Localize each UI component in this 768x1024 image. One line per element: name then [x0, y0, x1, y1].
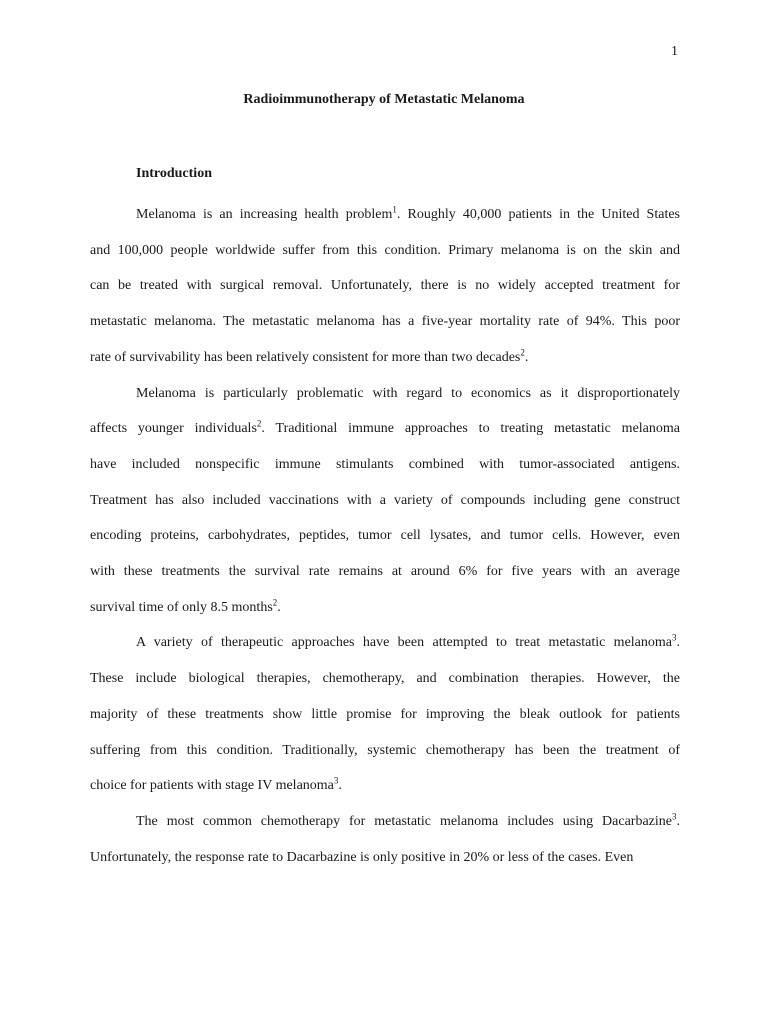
document-title: Radioimmunotherapy of Metastatic Melanoma	[243, 92, 525, 107]
text-line: Melanoma is an increasing health problem$^1$. Roughly 40,000 patients in the United States	[136, 204, 680, 222]
text-line: These include biological therapies, chemotherapy, and combination therapies. However, the	[90, 671, 680, 687]
text-line: majority of these treatments show little promise for improving the bleak outlook for patients	[90, 706, 680, 722]
body-text	[90, 197, 680, 875]
citation-superscript: 3	[672, 632, 677, 643]
text-line: The most common chemotherapy for metastatic melanoma includes using Dacarbazine$^3$.	[136, 811, 680, 829]
text-line: suffering from this condition. Traditionally, systemic chemotherapy has been the treatment of	[90, 742, 680, 758]
citation-superscript: 2	[256, 418, 262, 429]
citation-superscript: 3	[672, 811, 677, 822]
citation-superscript: 1	[392, 204, 397, 215]
citation-superscript: 3	[333, 775, 339, 786]
text-line: encoding proteins, carbohydrates, peptides, tumor cell lysates, and tumor cells. However, even	[90, 528, 680, 544]
text-line: with these treatments the survival rate remains at around 6% for five years with an average	[90, 564, 680, 580]
text-line: affects younger individuals$^2$. Traditional immune approaches to treating metastatic melanoma	[90, 418, 680, 437]
text-line: can be treated with surgical removal. Unfortunately, there is no widely accepted treatment for	[90, 278, 680, 294]
paragraph	[90, 625, 680, 804]
text-line: Treatment has also included vaccinations with a variety of compounds including gene construct	[90, 492, 680, 508]
text-line: have included nonspecific immune stimulants combined with tumor-associated antigens.	[90, 456, 680, 472]
text-line: survival time of only 8.5 months$^2$.	[90, 597, 281, 615]
text-line: and 100,000 people worldwide suffer from this condition. Primary melanoma is on the skin and	[90, 242, 680, 258]
citation-superscript: 2	[272, 597, 278, 608]
paragraph	[90, 197, 680, 376]
text-line: Unfortunately, the response rate to Dacarbazine is only positive in 20% or less of the cases. Even	[90, 849, 634, 865]
text-line: A variety of therapeutic approaches have been attempted to treat metastatic melanoma$^3$.	[136, 632, 680, 651]
page-number: 1	[671, 44, 678, 59]
citation-superscript: 2	[520, 347, 525, 358]
text-line: choice for patients with stage IV melanoma$^3$.	[90, 775, 342, 794]
paragraph	[90, 376, 680, 626]
paragraph	[90, 804, 680, 875]
section-heading: Introduction	[136, 166, 212, 181]
text-line: metastatic melanoma. The metastatic melanoma has a five-year mortality rate of 94%. This poor	[90, 314, 680, 330]
text-line: Melanoma is particularly problematic with regard to economics as it disproportionately	[136, 385, 680, 401]
text-line: rate of survivability has been relatively consistent for more than two decades$^2$.	[90, 347, 529, 365]
